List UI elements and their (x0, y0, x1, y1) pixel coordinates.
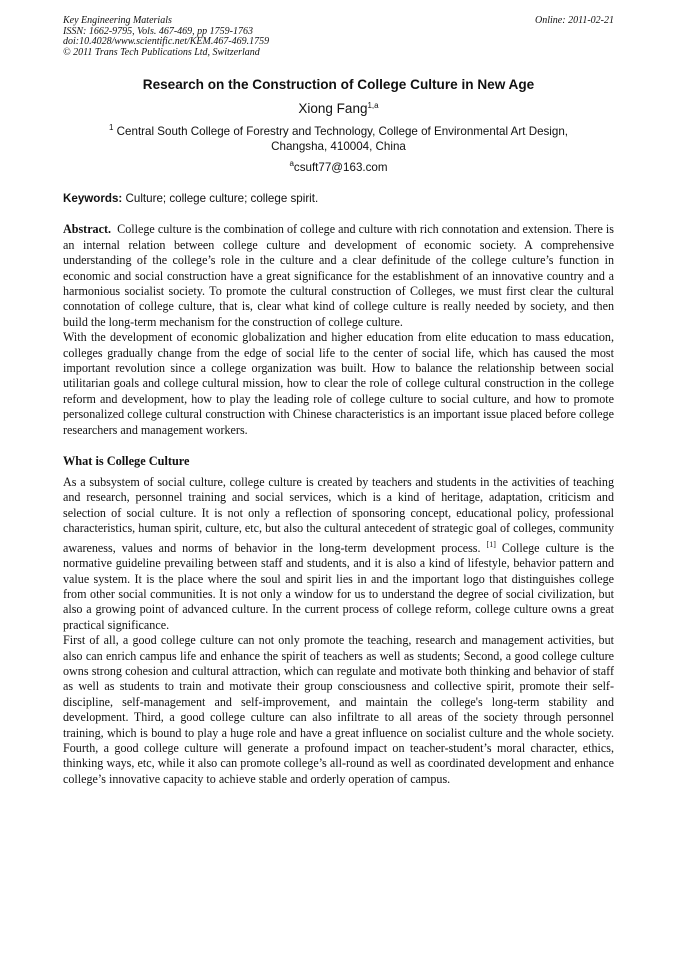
keywords-label: Keywords: (63, 192, 123, 206)
abstract-label: Abstract. (63, 222, 112, 237)
affiliation-superscript: 1 (108, 123, 114, 133)
issn-line: ISSN: 1662-9795, Vols. 467-469, pp 1759-1763 (63, 25, 253, 37)
journal-header (63, 16, 614, 58)
doi-line: doi:10.4028/www.scientific.net/KEM.467-469.1759 (63, 36, 270, 48)
paper-page (63, 16, 614, 787)
email-superscript: a (289, 159, 294, 169)
abstract-paragraph-1 (63, 222, 614, 330)
section-heading: What is College Culture (63, 454, 190, 469)
email-address: csuft77@163.com (293, 161, 388, 175)
affiliation (63, 120, 614, 154)
online-date: Online: 2011-02-21 (535, 15, 614, 26)
author-superscript: 1,a (367, 101, 379, 111)
author-name: Xiong Fang (298, 101, 368, 117)
section-paragraph-2: First of all, a good college culture can not only promote the teaching, research and management activities, but also can enrich campus life and enhance the spirit of teachers as well as students; Second, a good college culture owns strong cohesion and cultural attraction, which can regulate and motivate both thinking and behavior of staff as well as students to train and motivate their group consciousness and collective spirit, promote their self-discipline, self-management and self-improvement, and maintain the college's long-term stability and development. Third, a good college culture can also infiltrate to all areas of the society through personnel training, which is bound to play a huge role and have a great influence on socialist culture and the whole society. Fourth, a good college culture will generate a profound impact on teacher-student’s moral character, ethics, thinking ways, etc, while it also can promote college’s all-round as well as coordinated development and enhance college’s innovative capacity to achieve stable and orderly operation of campus. (63, 633, 614, 786)
abstract-text-1: College culture is the combination of college and culture with rich connotation and extension. There is an internal relation between college culture and development of economic society. A comprehensive understanding of the college’s role in the culture and a clear definitude of the college culture’s function in economic and social construction have a great significance for the establishment of an innovative country and a harmonious socialist society. To promote the cultural construction of Colleges, we must first clear the cultural connotation of college culture, that is, clear what kind of college culture is really needed by society, and then build the long-term mechanism for the construction of college culture. (63, 222, 614, 329)
section-text-1a: As a subsystem of social culture, college culture is created by teachers and students in the activities of teaching and research, personnel training and social services, which is a kind of heritage, adaptation, criticism and selection of social culture. It is not only a reflection of sponsoring concept, educational policy, professional characteristics, human spirit, culture, etc, but also the cultural antecedent of strategic goal of colleges, community awareness, values and norms of behavior in the long-term development process. (63, 475, 614, 555)
keywords-text: Culture; college culture; college spirit. (125, 192, 319, 206)
paper-title: Research on the Construction of College Culture in New Age (142, 77, 535, 93)
abstract-paragraph-2: With the development of economic globalization and higher education from elite education to mass education, colleges gradually change from the edge of social life to the center of social life, which has caused the most important revolution since a college organization was built. How to balance the relationship between social utilitarian goals and college cultural mission, how to clear the role of college cultural construction in the college reform and development, how to play the leading role of college culture to social culture, and how to promote personalized college cultural construction with Chinese characteristics is an important issue placed before college researchers and management workers. (63, 330, 614, 437)
reference-marker: [1] (486, 539, 496, 549)
section-paragraph-1 (63, 475, 614, 633)
journal-name: Key Engineering Materials (63, 15, 172, 26)
section-text-1b: College culture is the normative guideline prevailing between staff and students, and it is also a kind of lifestyle, behavior pattern and value system. It is the place where the soul and spirit lies in and the important logo that distinguishes college from other social communities. It is not only a window for us to understand the degree of social civilization, but also a growing point of advanced culture. In the current process of college reform, college culture owns a great practical significance. (63, 540, 614, 632)
affiliation-line-2: Changsha, 410004, China (271, 140, 406, 154)
keywords (63, 192, 614, 205)
author-line (63, 101, 614, 116)
copyright-line: © 2011 Trans Tech Publications Ltd, Switzerland (63, 46, 260, 58)
affiliation-line-1: Central South College of Forestry and Technology, College of Environmental Art Design, (116, 125, 568, 139)
email-line (63, 159, 614, 174)
